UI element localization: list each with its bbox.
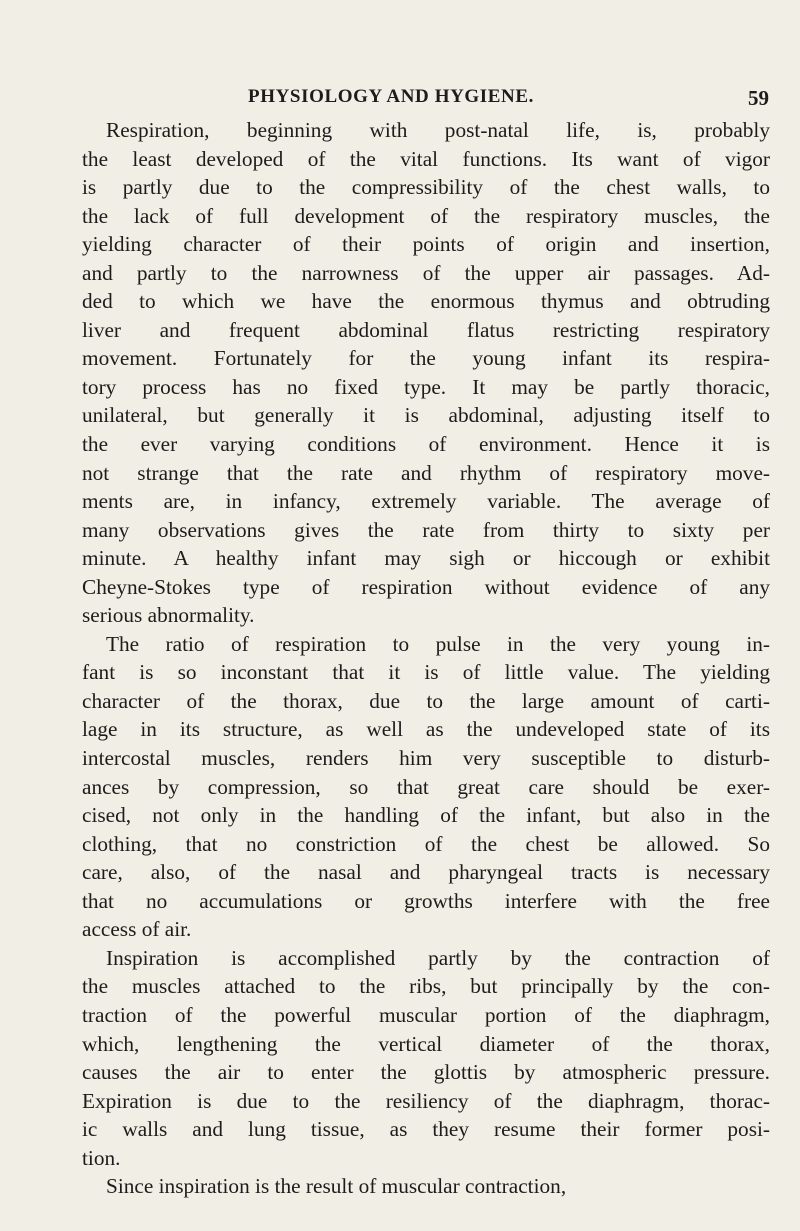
text-line: traction of the powerful muscular portion of the diaphragm, [82,1002,770,1027]
text-line: that no accumulations or growths interfere with the free [82,888,770,913]
page-header [0,86,800,112]
text-line: liver and frequent abdominal flatus restricting respiratory [82,317,770,342]
text-line: cised, not only in the handling of the infant, but also in the [82,803,770,828]
text-line: the least developed of the vital functions. Its want of vigor [82,146,770,171]
text-line: movement. Fortunately for the young infant its respira- [82,346,770,371]
text-line: minute. A healthy infant may sigh or hiccough or exhibit [82,546,770,571]
text-line: the lack of full development of the respiratory muscles, the [82,203,770,228]
text-line: serious abnormality. [82,603,255,628]
body-text [82,116,770,1201]
text-line: access of air. [82,917,192,942]
text-line: the muscles attached to the ribs, but principally by the con- [82,974,770,999]
text-line: yielding character of their points of origin and insertion, [82,232,770,257]
text-line: Cheyne-Stokes type of respiration without evidence of any [82,574,770,599]
text-line: Respiration, beginning with post-natal life, is, probably [106,118,770,142]
page-number: 59 [748,86,769,110]
text-line: character of the thorax, due to the large amount of carti- [82,688,770,713]
text-line: Inspiration is accomplished partly by the contraction of [106,945,770,970]
text-line: lage in its structure, as well as the undeveloped state of its [82,717,770,742]
text-line: ded to which we have the enormous thymus and obtruding [82,289,770,314]
text-line: care, also, of the nasal and pharyngeal tracts is necessary [82,860,770,885]
text-line: Expiration is due to the resiliency of the diaphragm, thorac- [82,1088,770,1113]
text-line: fant is so inconstant that it is of little value. The yielding [82,660,770,685]
text-line: not strange that the rate and rhythm of respiratory move- [82,460,770,485]
paragraph [82,116,770,630]
text-line: causes the air to enter the glottis by atmospheric pressure. [82,1060,770,1085]
text-line: ances by compression, so that great care should be exer- [82,774,770,799]
text-line: Since inspiration is the result of muscular contraction, [106,1174,567,1199]
text-line: and partly to the narrowness of the upper air passages. Ad- [82,260,770,285]
text-line: ments are, in infancy, extremely variable. The average of [82,489,770,514]
text-line: tory process has no fixed type. It may be partly thoracic, [82,374,770,399]
text-line: ic walls and lung tissue, as they resume their former posi- [82,1117,770,1142]
text-line: the ever varying conditions of environment. Hence it is [82,432,770,457]
text-line: intercostal muscles, renders him very susceptible to disturb- [82,746,770,771]
paragraph [82,630,770,944]
text-line: is partly due to the compressibility of the chest walls, to [82,175,770,200]
text-line: many observations gives the rate from thirty to sixty per [82,517,770,542]
text-line: unilateral, but generally it is abdominal, adjusting itself to [82,403,770,428]
paragraph [82,1172,770,1201]
paragraph [82,944,770,1172]
text-line: which, lengthening the vertical diameter of the thorax, [82,1031,770,1056]
running-title: PHYSIOLOGY AND HYGIENE. [248,86,534,107]
text-line: clothing, that no constriction of the chest be allowed. So [82,831,770,856]
text-line: tion. [82,1145,121,1170]
text-line: The ratio of respiration to pulse in the very young in- [106,631,770,656]
